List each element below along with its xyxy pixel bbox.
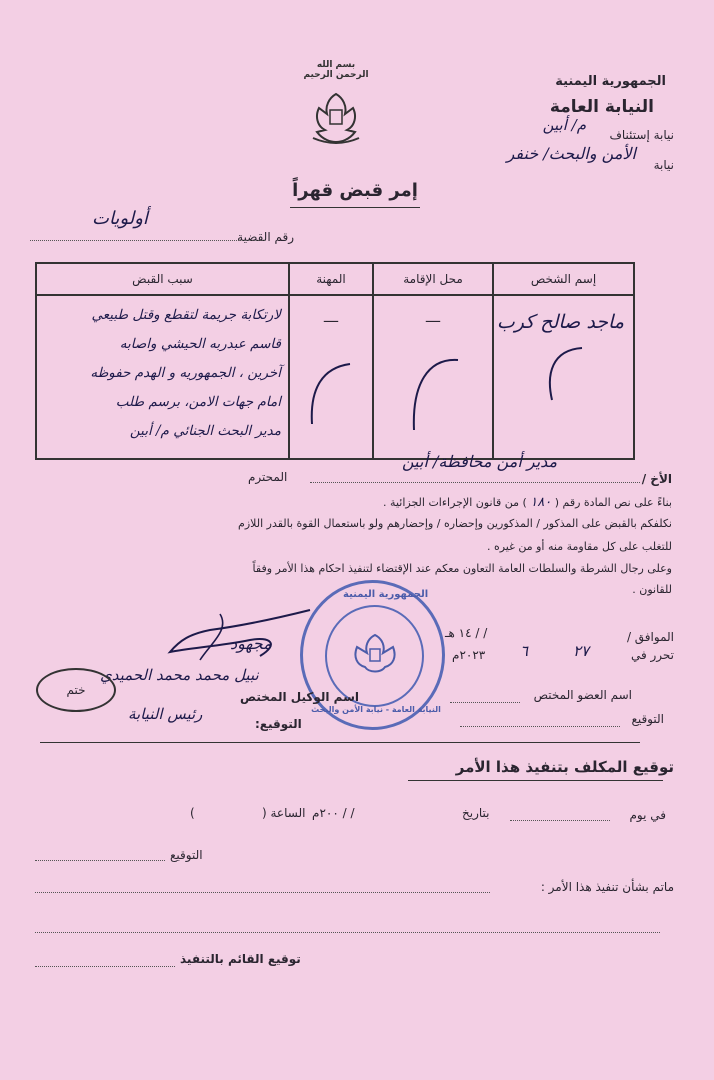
- col-residence-header: محل الإقامة: [373, 263, 493, 295]
- republic-eagle-emblem: [305, 88, 367, 148]
- seal-top-text: الجمهورية اليمنية: [343, 589, 429, 600]
- execution-result-dotline: [35, 892, 490, 893]
- case-number-dotline: [30, 240, 265, 241]
- col-occupation-header: المهنة: [289, 263, 373, 295]
- order-line-4: للقانون .: [632, 583, 672, 596]
- appeal-prosecution-label: نيابة إستئناف: [609, 128, 674, 142]
- execution-result-label: ماتم بشأن تنفيذ هذا الأمر :: [540, 880, 674, 894]
- hijri-date: / / ١٤ هـ: [445, 626, 488, 640]
- agent-signature-label: التوقيع:: [255, 717, 302, 731]
- addressee-value: مدير أمن محافظة/ أبين: [402, 452, 558, 471]
- seal-bottom-text: النيابة العامة - نيابة الأمن والبحث: [311, 705, 441, 714]
- appeal-prosecution-value: م/ أبين: [542, 116, 586, 134]
- initial-mark: مجهود: [230, 634, 272, 653]
- signer-name: نبيل محمد محمد الحميدي: [100, 666, 259, 684]
- article-suffix: ) من قانون الإجراءات الجزائية .: [383, 496, 527, 509]
- col-name-header: إسم الشخص: [493, 263, 634, 295]
- hour-label: الساعة (: [262, 806, 306, 820]
- stamp-placeholder: [36, 668, 116, 712]
- date-value: / / ٢٠٠م: [312, 806, 355, 820]
- day-dotline: [510, 820, 610, 821]
- occupation-value: —: [323, 311, 339, 330]
- member-signature-dotline: [460, 726, 620, 727]
- occupation-cell: [289, 295, 373, 459]
- republic-name: الجمهورية اليمنية: [555, 74, 666, 89]
- residence-value: —: [425, 311, 441, 330]
- written-day: ٢٧: [573, 642, 590, 660]
- written-month: ٦: [520, 642, 529, 660]
- execution-signature-dotline: [35, 860, 165, 861]
- case-number-label: رقم القضية: [237, 230, 294, 244]
- hour-close: ): [190, 806, 195, 820]
- person-name: ماجد صالح كرب: [496, 311, 624, 333]
- reason-line: مدير البحث الجنائي م/ أبين: [129, 423, 281, 439]
- seal-eagle-icon: [347, 631, 403, 681]
- prosecution-branch-label: نيابة: [653, 158, 674, 172]
- execution-result-dotline-2: [35, 932, 660, 933]
- execution-signature-label: التوقيع: [170, 848, 203, 862]
- executor-signature-label: توقيع القائم بالتنفيذ: [180, 952, 301, 966]
- reason-line: آخرين ، الجمهوريه و الهدم حفوظه: [90, 365, 281, 381]
- bismillah-calligraphy: بسم الله الرحمن الرحيم: [303, 60, 369, 80]
- execution-title-underline: [408, 780, 663, 781]
- person-name-cell: [493, 295, 634, 459]
- reason-line: امام جهات الامن، برسم طلب: [115, 394, 281, 410]
- cell-strike-mark: [300, 358, 360, 428]
- prosecution-branch-value: الأمن والبحث/ خنفر: [506, 144, 636, 163]
- handwritten-signature: [150, 600, 320, 670]
- order-line-3: وعلى رجال الشرطة والسلطات العامة التعاون معكم عند الإقتضاء لتنفيذ احكام هذا الأمر وفقاً: [252, 562, 672, 575]
- article-line: [383, 495, 672, 510]
- col-reason-header: سبب القبض: [36, 263, 289, 295]
- cell-strike-mark: [398, 354, 468, 434]
- article-prefix: بناءً على نص المادة رقم (: [554, 496, 672, 509]
- stamp-placeholder-label: ختم: [66, 683, 86, 697]
- document-title: إمر قبض قهراً: [292, 180, 418, 201]
- prosecution-name: النيابة العامة: [549, 97, 654, 117]
- respected-label: المحترم: [248, 470, 288, 484]
- case-number-value: أولويات: [92, 208, 148, 229]
- member-name-dotline: [450, 702, 520, 703]
- reason-cell: [36, 295, 289, 459]
- corresponding-label: الموافق /: [626, 630, 674, 644]
- addressee-dotline: [310, 482, 640, 483]
- addressee-label: الأخ /: [641, 472, 672, 486]
- reason-line: لارتكابة جريمة لتقطع وقتل طبيعي: [91, 307, 281, 323]
- member-name-label: اسم العضو المختص: [533, 688, 632, 702]
- agent-name-label: اسم الوكيل المختص: [240, 690, 359, 704]
- order-line-2: للتغلب على كل مقاومة منه أو من غيره .: [486, 540, 672, 553]
- day-label: في يوم: [629, 808, 666, 822]
- official-seal: [300, 580, 445, 730]
- reason-line: قاسم عبدربه الحيشي واصابه: [119, 336, 281, 352]
- article-number: ١٨٠: [530, 495, 552, 510]
- executor-signature-dotline: [35, 966, 175, 967]
- date-label: بتاريخ: [462, 806, 490, 820]
- residence-cell: [373, 295, 493, 459]
- section-divider: [40, 742, 640, 743]
- written-year: ٢٠٢٣م: [452, 648, 486, 662]
- execution-title: توقيع المكلف بتنفيذ هذا الأمر: [455, 758, 674, 776]
- written-on-label: تحرر في: [630, 648, 674, 662]
- signer-title: رئيس النيابة: [128, 705, 203, 723]
- order-line-1: نكلفكم بالقبض على المذكور / المذكورين وإحضاره / وإحضارهم ولو باستعمال القوة بالقدر اللازم: [238, 517, 672, 530]
- persons-table: [35, 262, 635, 460]
- cell-strike-mark: [532, 344, 592, 404]
- member-signature-label: التوقيع: [631, 712, 664, 726]
- title-underline: [290, 207, 420, 208]
